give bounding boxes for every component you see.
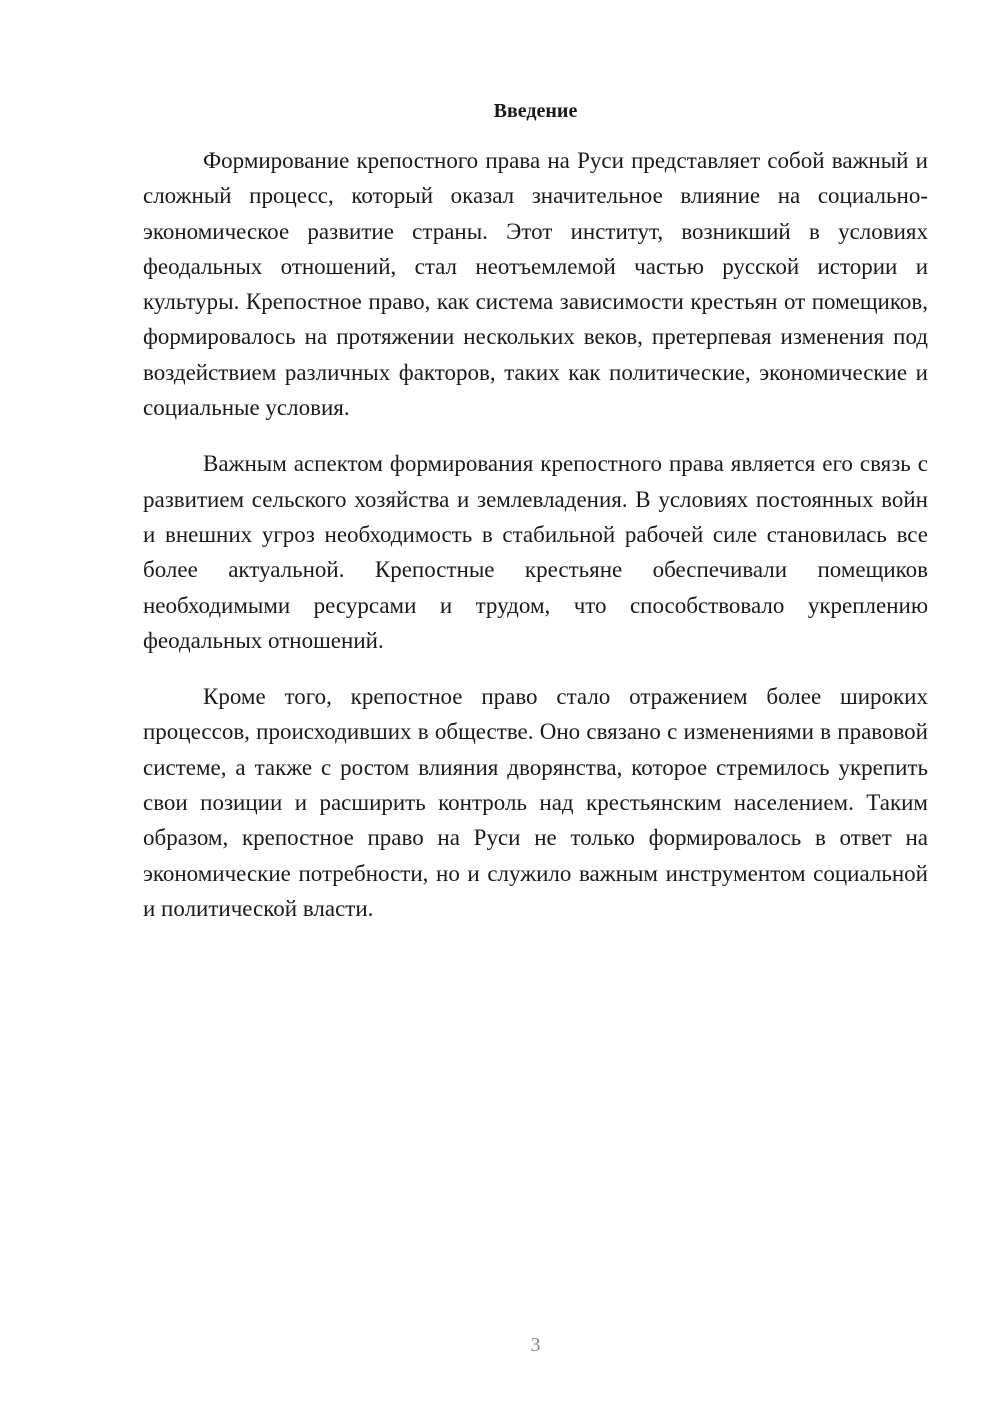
paragraph-1: Формирование крепостного права на Руси представляет собой важный и сложный процесс, который оказал значительное влияние на социально-экономическое развитие страны. Этот институт, возникший в условиях феодальных отношений, стал неотъемлемой частью русской истории и культуры. Крепостное право, как система зависимости крестьян от помещиков, формировалось на протяжении нескольких веков, претерпевая изменения под воздействием различных факторов, таких как политические, экономические и социальные условия.: [143, 148, 928, 421]
paragraph-2: Важным аспектом формирования крепостного права является его связь с развитием сельского хозяйства и землевладения. В условиях постоянных войн и внешних угроз необходимость в стабильной рабочей силе становилась все более актуальной. Крепостные крестьяне обеспечивали помещиков необходимыми ресурсами и трудом, что способствовало укреплению феодальных отношений.: [143, 451, 928, 653]
paragraph-3: Кроме того, крепостное право стало отражением более широких процессов, происходивших в обществе. Оно связано с изменениями в правовой системе, а также с ростом влияния дворянства, которое стремилось укрепить свои позиции и расширить контроль над крестьянским населением. Таким образом, крепостное право на Руси не только формировалось в ответ на экономические потребности, но и служило важным инструментом социальной и политической власти.: [143, 684, 928, 921]
page-number: 3: [530, 1334, 541, 1356]
page-heading: Введение: [493, 100, 578, 122]
body-text: [143, 143, 928, 947]
